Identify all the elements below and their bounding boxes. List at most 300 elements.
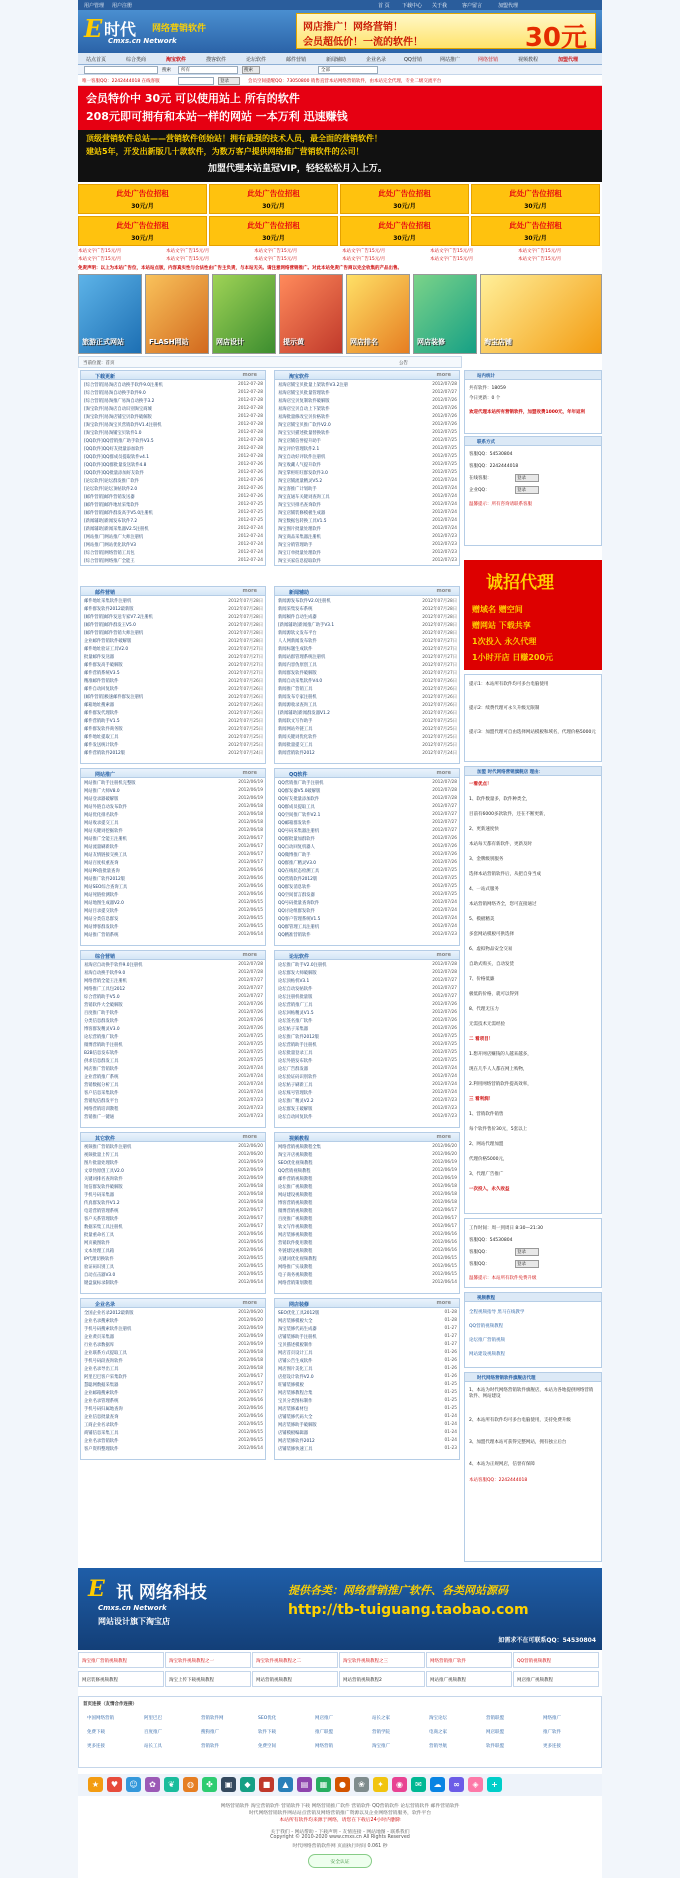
list-item[interactable]	[81, 700, 265, 708]
service-link[interactable]: 客户留言	[462, 3, 483, 9]
nav-item[interactable]: 视频教程	[518, 57, 539, 63]
list-item[interactable]	[275, 786, 459, 794]
list-item[interactable]	[81, 1230, 265, 1238]
list-item[interactable]	[275, 1396, 459, 1404]
item-title[interactable]: [综合营销]网络营销工具包	[84, 550, 135, 556]
tutorial-link[interactable]: 网站营销视频教程	[252, 1671, 338, 1687]
item-title[interactable]: 图片批量处理软件	[84, 1160, 119, 1166]
item-title[interactable]: QQ群发器V5.0破解版	[278, 788, 321, 794]
item-title[interactable]: 人人网新闻发布软件	[278, 638, 317, 644]
item-title[interactable]: QQ客户管理系统V1.5	[278, 916, 321, 922]
list-item[interactable]	[275, 388, 459, 396]
list-item[interactable]	[275, 1182, 459, 1190]
item-title[interactable]: 淘宝客推广计划助手	[278, 486, 317, 492]
cloud-icon[interactable]: ☁	[430, 1777, 445, 1792]
list-item[interactable]	[275, 882, 459, 890]
item-title[interactable]: 企业名录管理系统	[84, 1398, 119, 1404]
item-title[interactable]: 淘宝装修代码生成器	[278, 1326, 317, 1332]
item-title[interactable]: [QQ软件]QQ好友批量添加软件	[84, 446, 144, 452]
friend-link[interactable]: 营销软件	[201, 1744, 219, 1749]
list-item[interactable]	[81, 1040, 265, 1048]
item-title[interactable]: 全国企业名录2012最新版	[84, 1310, 134, 1316]
more-link[interactable]: more	[242, 372, 257, 378]
tutorial-link[interactable]: 网站推广视频教程	[426, 1671, 512, 1687]
video-link[interactable]: 全程视频指导 黑马在线教学	[469, 1310, 525, 1315]
list-item[interactable]	[275, 1024, 459, 1032]
text-ad-link[interactable]: 本站文字广告15元/月	[254, 249, 298, 254]
item-title[interactable]: 网站博客群发软件	[84, 924, 119, 930]
item-title[interactable]: [新闻辅助]新闻群发器V1.2	[278, 710, 330, 716]
list-item[interactable]	[81, 1182, 265, 1190]
list-item[interactable]	[81, 492, 265, 500]
item-title[interactable]: QQ营销软件2012版	[278, 876, 318, 882]
text-ad-link[interactable]: 本站文字广告15元/月	[342, 249, 386, 254]
list-item[interactable]	[275, 1064, 459, 1072]
more-link[interactable]: more	[242, 1300, 257, 1306]
heart-icon[interactable]: ♥	[107, 1777, 122, 1792]
item-title[interactable]: 淘宝宝贝描述批量替换软件	[278, 430, 330, 436]
list-item[interactable]	[81, 428, 265, 436]
list-item[interactable]	[275, 1316, 459, 1324]
globe-icon[interactable]: ◍	[183, 1777, 198, 1792]
item-title[interactable]: 论坛群发大师破解版	[278, 970, 317, 976]
gallery-item[interactable]: FLASH网站	[145, 274, 209, 354]
item-title[interactable]: 店铺装修快速工具	[278, 1446, 313, 1452]
item-title[interactable]: 淘宝评价管理软件2.1	[278, 446, 320, 452]
pin-icon[interactable]: ●	[335, 1777, 350, 1792]
search-select[interactable]: 所有	[178, 66, 238, 74]
item-title[interactable]: 易淘批量修改宝贝价格软件	[278, 414, 330, 420]
person-icon[interactable]: ☺	[126, 1777, 141, 1792]
item-title[interactable]: 易淘店宝贝复制软件破解版	[278, 398, 330, 404]
item-title[interactable]: 数据采集工具注册机	[84, 1224, 123, 1230]
item-title[interactable]: 新闻站群管理系统注册机	[278, 654, 326, 660]
list-item[interactable]	[81, 882, 265, 890]
list-item[interactable]	[275, 1380, 459, 1388]
list-item[interactable]	[275, 1348, 459, 1356]
item-title[interactable]: QQ群发消息软件	[278, 884, 311, 890]
item-title[interactable]: 网站推广全能王注册机	[84, 836, 127, 842]
list-item[interactable]	[275, 604, 459, 612]
list-item[interactable]	[81, 1104, 265, 1112]
list-item[interactable]	[81, 826, 265, 834]
list-item[interactable]	[275, 1404, 459, 1412]
list-item[interactable]	[275, 1214, 459, 1222]
item-title[interactable]: 新闻发布专家注册机	[278, 694, 317, 700]
star-icon[interactable]: ✦	[373, 1777, 388, 1792]
list-item[interactable]	[275, 1198, 459, 1206]
item-title[interactable]: 淘宝掌柜旺旺群发软件3.0	[278, 470, 328, 476]
item-title[interactable]: 营销数据分析工具	[84, 1082, 119, 1088]
list-item[interactable]	[275, 1364, 459, 1372]
calendar-icon[interactable]: ▦	[316, 1777, 331, 1792]
item-title[interactable]: 供求信息群发工具	[84, 1058, 119, 1064]
item-title[interactable]: 网页截图软件	[84, 1240, 110, 1246]
item-title[interactable]: 视频批量上传工具	[84, 1152, 119, 1158]
item-title[interactable]: 精准邮件营销软件	[84, 678, 119, 684]
item-title[interactable]: 营销软件使用教程	[278, 1240, 313, 1246]
item-title[interactable]: 网站分类信息群发	[84, 916, 119, 922]
item-title[interactable]: 淘宝买家信息提取软件	[278, 558, 321, 564]
list-item[interactable]	[81, 724, 265, 732]
nav-item[interactable]: 综合类商	[126, 57, 147, 63]
about-link[interactable]: 关于我	[432, 3, 448, 9]
item-title[interactable]: 企业名录导出工具	[84, 1366, 119, 1372]
list-item[interactable]	[275, 524, 459, 532]
text-ad-link[interactable]: 本站文字广告15元/月	[78, 249, 122, 254]
item-title[interactable]: 论坛推广助手V2.0注册机	[278, 962, 327, 968]
tutorial-link[interactable]: 网店推广视频教程	[513, 1671, 599, 1687]
nav-item[interactable]: QQ营销	[404, 57, 422, 63]
list-item[interactable]	[81, 524, 265, 532]
list-item[interactable]	[275, 452, 459, 460]
item-title[interactable]: 企业黄页采集器	[84, 1334, 115, 1340]
item-title[interactable]: 新闻网站外链工具	[278, 726, 313, 732]
list-item[interactable]	[275, 1238, 459, 1246]
list-item[interactable]	[81, 1032, 265, 1040]
item-title[interactable]: [综合营销]易淘推广易淘自动换手3.2	[84, 398, 155, 404]
item-title[interactable]: 邮件群发软件商务版	[84, 726, 123, 732]
item-title[interactable]: 淘宝店铺装修模板生成器	[278, 510, 326, 516]
list-item[interactable]	[275, 794, 459, 802]
list-item[interactable]	[81, 1332, 265, 1340]
nav-item[interactable]: 网站推广	[440, 57, 461, 63]
list-item[interactable]	[275, 460, 459, 468]
star-icon[interactable]: ★	[88, 1777, 103, 1792]
item-title[interactable]: 批量邮件发送器	[84, 654, 115, 660]
item-title[interactable]: 网站推广营销系统	[84, 932, 119, 938]
list-item[interactable]	[275, 612, 459, 620]
item-title[interactable]: 网络营销策划教程	[278, 1280, 313, 1286]
item-title[interactable]: [淘宝软件]易淘宝贝营销软件V1.4注册机	[84, 422, 162, 428]
item-title[interactable]: 易淘店铺宝贝批量管理软件	[278, 390, 330, 396]
item-title[interactable]: 网站登录器破解版	[84, 796, 119, 802]
item-title[interactable]: 软文写作视频教程	[278, 1224, 313, 1230]
item-title[interactable]: 企业信息批量查询	[84, 1414, 119, 1420]
item-title[interactable]: [淘宝软件]易淘店铺宝贝软件破解版	[84, 414, 152, 420]
item-title[interactable]: 网站地图生成器V2.0	[84, 900, 124, 906]
item-title[interactable]: 易淘店铺宝贝批量上架软件V3.2注册	[278, 382, 348, 388]
list-item[interactable]	[81, 740, 265, 748]
recruit-banner[interactable]	[464, 560, 602, 670]
item-title[interactable]: [邮件营销]邮件群发高手V5.0注册机	[84, 510, 153, 516]
item-title[interactable]: 文本处理工具箱	[84, 1248, 115, 1254]
list-item[interactable]	[275, 724, 459, 732]
list-item[interactable]	[81, 452, 265, 460]
friend-link[interactable]: 站长工具	[144, 1744, 162, 1749]
item-title[interactable]: 邮件发送统计软件	[84, 742, 119, 748]
item-title[interactable]: 客户关系管理软件	[84, 1216, 119, 1222]
item-title[interactable]: [邮件营销]邮件地址采集软件	[84, 502, 139, 508]
gallery-item[interactable]: 旅游正式网站	[78, 274, 142, 354]
item-title[interactable]: 邮件营销视频教程	[278, 1176, 313, 1182]
item-title[interactable]: 邮箱地址搜索器	[84, 702, 115, 708]
item-title[interactable]: 论坛批量登录工具	[278, 1050, 313, 1056]
item-title[interactable]: SEO优化工具2012版	[278, 1310, 320, 1316]
item-title[interactable]: [淘宝软件]易淘店自动识别淘宝商城	[84, 406, 152, 412]
footer-links[interactable]: 网络营销软件 淘宝营销软件 营销软件下载 网络营销推广软件 营销软件 QQ营销软件 论坛营销软件 邮件营销软件	[220, 1804, 460, 1809]
list-item[interactable]	[275, 874, 459, 882]
friend-link[interactable]: 更多连接	[87, 1744, 105, 1749]
list-item[interactable]	[275, 660, 459, 668]
list-item[interactable]	[81, 388, 265, 396]
list-item[interactable]	[275, 396, 459, 404]
list-item[interactable]	[275, 1332, 459, 1340]
item-title[interactable]: [QQ软件]QQ批量添加好友软件	[84, 470, 144, 476]
item-title[interactable]: 网站目录提交软件	[84, 908, 119, 914]
list-item[interactable]	[275, 1150, 459, 1158]
list-item[interactable]	[81, 1254, 265, 1262]
item-title[interactable]: 邮件群发代理软件	[84, 710, 119, 716]
item-title[interactable]: 易淘店自动换手软件9.0注册机	[84, 962, 143, 968]
item-title[interactable]: [QQ软件]QQ群批量发送软件4.8	[84, 462, 147, 468]
list-item[interactable]	[275, 1112, 459, 1120]
item-title[interactable]: QQ号码采集器注册机	[278, 828, 320, 834]
list-item[interactable]	[275, 1206, 459, 1214]
item-title[interactable]: [淘宝软件]易淘铺宝贝软件1.0	[84, 430, 142, 436]
list-item[interactable]	[275, 1340, 459, 1348]
item-title[interactable]: 网络营销培训教程	[84, 1106, 119, 1112]
list-item[interactable]	[275, 1270, 459, 1278]
list-item[interactable]	[81, 500, 265, 508]
text-ad-link[interactable]: 本站文字广告15元/月	[430, 249, 474, 254]
list-item[interactable]	[81, 1088, 265, 1096]
member-banner[interactable]	[78, 86, 602, 182]
nav-item[interactable]: 新闻辅助	[326, 57, 347, 63]
friend-link[interactable]: SEO优化	[258, 1716, 277, 1721]
item-title[interactable]: 网店装修助手破解版	[278, 1422, 317, 1428]
item-title[interactable]: QQ讨论组群发软件	[278, 908, 315, 914]
tutorial-link[interactable]: 网站营销视频教程2	[339, 1671, 425, 1687]
item-title[interactable]: 企业名录搜索软件	[84, 1318, 119, 1324]
list-item[interactable]	[275, 468, 459, 476]
list-item[interactable]	[275, 412, 459, 420]
list-item[interactable]	[81, 1372, 265, 1380]
list-item[interactable]	[81, 1428, 265, 1436]
list-item[interactable]	[81, 906, 265, 914]
item-title[interactable]: 新闻营销软件2012	[278, 750, 315, 756]
list-item[interactable]	[81, 810, 265, 818]
item-title[interactable]: 淘宝宝贝排名查询软件	[278, 502, 321, 508]
item-title[interactable]: [QQ软件]QQ群成员提取软件v4.1	[84, 454, 149, 460]
item-title[interactable]: 淘宝商品采集器注册机	[278, 534, 321, 540]
item-title[interactable]: 邮件地址验证工具V2.0	[84, 646, 129, 652]
list-item[interactable]	[81, 1364, 265, 1372]
list-item[interactable]	[81, 1396, 265, 1404]
item-title[interactable]: 微博营销视频教程	[278, 1208, 313, 1214]
more-link[interactable]: more	[436, 770, 451, 776]
section-title[interactable]: 淘宝软件	[289, 374, 310, 380]
list-item[interactable]	[81, 1072, 265, 1080]
list-item[interactable]	[81, 684, 265, 692]
list-item[interactable]	[81, 380, 265, 388]
list-item[interactable]	[81, 1356, 265, 1364]
item-title[interactable]: 店铺公告生成软件	[278, 1358, 313, 1364]
camera-icon[interactable]: ◉	[392, 1777, 407, 1792]
list-item[interactable]	[81, 866, 265, 874]
list-item[interactable]	[81, 1316, 265, 1324]
ad-slot[interactable]	[78, 184, 207, 214]
item-title[interactable]: 淘宝自动好评软件注册机	[278, 454, 326, 460]
item-title[interactable]: QQ空间留言群发器	[278, 892, 315, 898]
list-item[interactable]	[81, 1080, 265, 1088]
item-title[interactable]: 邮件自动回复软件	[84, 686, 119, 692]
item-title[interactable]: 新闻稿件自动生成器	[278, 614, 317, 620]
friend-link[interactable]: 淘宝论坛	[429, 1716, 447, 1721]
download-link[interactable]: 下载中心	[402, 3, 423, 9]
gallery-item[interactable]: 淘宝店铺	[480, 274, 602, 354]
item-title[interactable]: QQ群推广精灵V3.0	[278, 860, 317, 866]
friend-link[interactable]: 阿里巴巴	[144, 1716, 162, 1721]
item-title[interactable]: 行业名录数据库	[84, 1342, 115, 1348]
list-item[interactable]	[275, 826, 459, 834]
item-title[interactable]: 网络推广工具包2012	[84, 986, 126, 992]
list-item[interactable]	[275, 1040, 459, 1048]
item-title[interactable]: 论坛自动发帖软件	[278, 986, 313, 992]
item-title[interactable]: 新闻源发布软件V2.0注册机	[278, 598, 331, 604]
list-item[interactable]	[81, 476, 265, 484]
list-item[interactable]	[81, 922, 265, 930]
item-title[interactable]: 网站PR值批量查询	[84, 868, 120, 874]
list-item[interactable]	[81, 898, 265, 906]
text-ad-link[interactable]: 本站文字广告15元/月	[166, 249, 210, 254]
list-item[interactable]	[81, 620, 265, 628]
item-title[interactable]: 慧聪网数据采集器	[84, 1382, 119, 1388]
friend-link[interactable]: 网络推广	[543, 1716, 561, 1721]
logo-text[interactable]: 时代	[104, 20, 137, 39]
item-title[interactable]: 传真群发软件V1.2	[84, 1200, 120, 1206]
list-item[interactable]	[275, 922, 459, 930]
item-title[interactable]: 淘宝数据包转换工具V1.5	[278, 518, 327, 524]
list-item[interactable]	[81, 532, 265, 540]
item-title[interactable]: 分类信息群发软件	[84, 1018, 119, 1024]
list-item[interactable]	[81, 708, 265, 716]
list-item[interactable]	[81, 1142, 265, 1150]
user-register-link[interactable]: 用户注册	[112, 3, 133, 9]
list-item[interactable]	[275, 1072, 459, 1080]
section-title[interactable]: 其它软件	[95, 1136, 116, 1142]
ad-slot[interactable]	[209, 216, 338, 246]
item-title[interactable]: 邮件地址提取工具	[84, 734, 119, 740]
list-item[interactable]	[275, 1096, 459, 1104]
nav-item[interactable]: 淘宝软件	[166, 57, 187, 63]
item-title[interactable]: 论坛账号管理软件	[278, 1090, 313, 1096]
item-title[interactable]: 店铺模板编辑器	[278, 1430, 309, 1436]
list-item[interactable]	[275, 748, 459, 756]
list-item[interactable]	[275, 684, 459, 692]
chart-icon[interactable]: ▲	[278, 1777, 293, 1792]
list-item[interactable]	[275, 1444, 459, 1452]
list-item[interactable]	[275, 968, 459, 976]
item-title[interactable]: 淘宝店铺信誉提升助手	[278, 438, 321, 444]
list-item[interactable]	[81, 1096, 265, 1104]
item-title[interactable]: QQ邮箱群发软件	[278, 820, 311, 826]
list-item[interactable]	[81, 1214, 265, 1222]
item-title[interactable]: 店铺装修代码大全	[278, 1414, 313, 1420]
item-title[interactable]: [QQ软件]QQ营销推广助手软件V3.5	[84, 438, 154, 444]
item-title[interactable]: 批量重命名工具	[84, 1232, 115, 1238]
friend-link[interactable]: 营销导航	[429, 1744, 447, 1749]
bottom-banner[interactable]	[78, 1568, 602, 1650]
list-item[interactable]	[81, 1246, 265, 1254]
list-item[interactable]	[81, 1340, 265, 1348]
item-title[interactable]: 新闻内容伪原创工具	[278, 662, 317, 668]
item-title[interactable]: 论坛营销助手注册机	[278, 1042, 317, 1048]
item-title[interactable]: 企业邮件营销软件破解版	[84, 638, 132, 644]
list-item[interactable]	[275, 1254, 459, 1262]
gallery-item[interactable]: 网店设计	[212, 274, 276, 354]
list-item[interactable]	[275, 668, 459, 676]
list-item[interactable]	[81, 968, 265, 976]
item-title[interactable]: 网络推广实战教程	[278, 1264, 313, 1270]
section-title[interactable]: 企业名录	[95, 1302, 116, 1308]
item-title[interactable]: 文章伪原创工具V2.0	[84, 1168, 124, 1174]
list-item[interactable]	[275, 1246, 459, 1254]
list-item[interactable]	[275, 540, 459, 548]
list-item[interactable]	[275, 652, 459, 660]
list-item[interactable]	[275, 1080, 459, 1088]
list-item[interactable]	[275, 1048, 459, 1056]
list-item[interactable]	[81, 1000, 265, 1008]
item-title[interactable]: 百度推广助手软件	[84, 1010, 119, 1016]
list-item[interactable]	[81, 778, 265, 786]
banner-url[interactable]: http://tb-tuiguang.taobao.com	[288, 1602, 529, 1618]
item-title[interactable]: 论坛顶帖机V3.1	[278, 978, 310, 984]
list-item[interactable]	[275, 1190, 459, 1198]
list-item[interactable]	[275, 1428, 459, 1436]
list-item[interactable]	[81, 1412, 265, 1420]
item-title[interactable]: 网站推广大师V8.0	[84, 788, 120, 794]
bookmark-icon[interactable]: ◆	[240, 1777, 255, 1792]
list-item[interactable]	[275, 842, 459, 850]
item-title[interactable]: 易淘自动换手软件9.0	[84, 970, 126, 976]
text-ad-link[interactable]: 本站文字广告15元/月	[518, 257, 562, 262]
item-title[interactable]: 企业营销推广系统	[84, 1074, 119, 1080]
item-title[interactable]: [邮件营销]极速邮件群发注册机	[84, 694, 144, 700]
section-title[interactable]: 视频教程	[289, 1136, 310, 1142]
list-item[interactable]	[81, 748, 265, 756]
ad-slot[interactable]	[340, 184, 469, 214]
list-item[interactable]	[81, 1222, 265, 1230]
item-title[interactable]: [新闻辅助]新闻采集器V2.5注册机	[84, 526, 149, 532]
friend-link[interactable]: 软件联盟	[486, 1744, 504, 1749]
item-title[interactable]: [综合营销]网络推广全能王	[84, 558, 135, 564]
gallery-item[interactable]: 网店装修	[413, 274, 477, 354]
item-title[interactable]: 网站友情链接交换工具	[84, 852, 127, 858]
list-item[interactable]	[81, 668, 265, 676]
list-item[interactable]	[275, 508, 459, 516]
list-item[interactable]	[81, 1436, 265, 1444]
folder-icon[interactable]: ▤	[297, 1777, 312, 1792]
item-title[interactable]: 验证码识别工具	[84, 1264, 115, 1270]
item-title[interactable]: B2B信息发布软件	[84, 1050, 119, 1056]
list-item[interactable]	[81, 1324, 265, 1332]
section-title[interactable]: 网店装修	[289, 1302, 310, 1308]
text-ad-link[interactable]: 本站文字广告15元/月	[78, 257, 122, 262]
item-title[interactable]: [综合营销]易淘店自动换手软件9.0注册机	[84, 382, 163, 388]
list-item[interactable]	[275, 556, 459, 564]
list-item[interactable]	[275, 676, 459, 684]
more-link[interactable]: more	[242, 588, 257, 594]
friend-link[interactable]: 站长之家	[372, 1716, 390, 1721]
list-item[interactable]	[81, 644, 265, 652]
tag-icon[interactable]: ◈	[468, 1777, 483, 1792]
list-item[interactable]	[81, 1308, 265, 1316]
list-item[interactable]	[275, 596, 459, 604]
item-title[interactable]: 新闻软文写作助手	[278, 718, 313, 724]
list-item[interactable]	[81, 802, 265, 810]
list-item[interactable]	[275, 1412, 459, 1420]
